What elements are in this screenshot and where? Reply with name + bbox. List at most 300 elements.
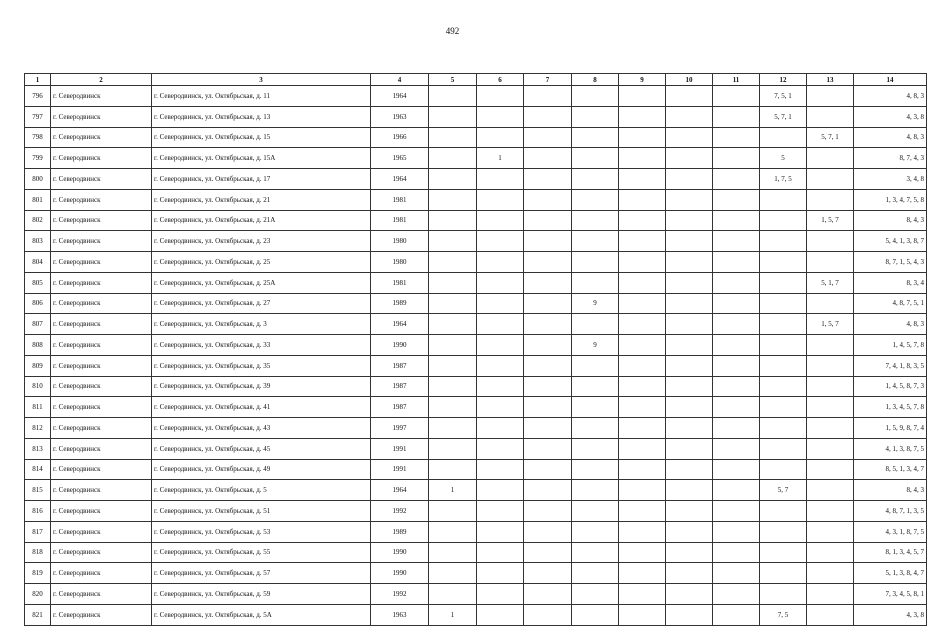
table-row bbox=[25, 314, 927, 335]
year-cell: 1981 bbox=[371, 272, 429, 293]
col11-cell bbox=[713, 106, 760, 127]
col12-cell bbox=[760, 272, 807, 293]
row-number: 818 bbox=[25, 542, 51, 563]
address-cell: г. Северодвинск, ул. Октябрьская, д. 59 bbox=[152, 584, 371, 605]
col10-cell bbox=[666, 418, 713, 439]
col6-cell bbox=[477, 293, 524, 314]
col12-cell: 5, 7, 1 bbox=[760, 106, 807, 127]
col13-cell bbox=[807, 584, 854, 605]
col8-cell bbox=[572, 355, 619, 376]
address-cell: г. Северодвинск, ул. Октябрьская, д. 25 bbox=[152, 252, 371, 273]
row-number: 796 bbox=[25, 86, 51, 107]
page-number: 492 bbox=[445, 26, 460, 36]
col10-cell bbox=[666, 542, 713, 563]
col13-cell bbox=[807, 480, 854, 501]
year-cell: 1990 bbox=[371, 542, 429, 563]
settlement-cell: г. Северодвинск bbox=[51, 106, 152, 127]
col7-cell bbox=[524, 563, 572, 584]
col14-cell: 4, 3, 1, 8, 7, 5 bbox=[854, 521, 927, 542]
col9-cell bbox=[619, 335, 666, 356]
col9-cell bbox=[619, 314, 666, 335]
col7-cell bbox=[524, 169, 572, 190]
col6-cell bbox=[477, 189, 524, 210]
col6-cell: 1 bbox=[477, 148, 524, 169]
col14-cell: 8, 5, 1, 3, 4, 7 bbox=[854, 459, 927, 480]
col8-cell bbox=[572, 376, 619, 397]
col10-cell bbox=[666, 480, 713, 501]
table-row bbox=[25, 293, 927, 314]
col9-cell bbox=[619, 521, 666, 542]
col6-cell bbox=[477, 314, 524, 335]
col10-cell bbox=[666, 272, 713, 293]
col11-cell bbox=[713, 355, 760, 376]
table-row bbox=[25, 459, 927, 480]
col6-cell bbox=[477, 210, 524, 231]
col8-cell bbox=[572, 459, 619, 480]
col11-cell bbox=[713, 314, 760, 335]
col8-cell bbox=[572, 86, 619, 107]
col13-cell bbox=[807, 563, 854, 584]
address-cell: г. Северодвинск, ул. Октябрьская, д. 57 bbox=[152, 563, 371, 584]
year-cell: 1992 bbox=[371, 584, 429, 605]
col10-cell bbox=[666, 376, 713, 397]
register-table bbox=[24, 73, 927, 626]
col5-cell bbox=[429, 501, 477, 522]
col8-cell bbox=[572, 106, 619, 127]
table-row bbox=[25, 335, 927, 356]
col5-cell bbox=[429, 355, 477, 376]
col5-cell bbox=[429, 542, 477, 563]
col9-cell bbox=[619, 106, 666, 127]
col10-cell bbox=[666, 355, 713, 376]
col6-cell bbox=[477, 438, 524, 459]
address-cell: г. Северодвинск, ул. Октябрьская, д. 15А bbox=[152, 148, 371, 169]
col14-cell: 1, 3, 4, 7, 5, 8 bbox=[854, 189, 927, 210]
column-header-10: 10 bbox=[666, 74, 713, 86]
column-header-8: 8 bbox=[572, 74, 619, 86]
col13-cell bbox=[807, 501, 854, 522]
column-header-2: 2 bbox=[51, 74, 152, 86]
column-header-3: 3 bbox=[152, 74, 371, 86]
col13-cell bbox=[807, 459, 854, 480]
table-row bbox=[25, 106, 927, 127]
col9-cell bbox=[619, 584, 666, 605]
col11-cell bbox=[713, 169, 760, 190]
col5-cell bbox=[429, 314, 477, 335]
col10-cell bbox=[666, 501, 713, 522]
col9-cell bbox=[619, 189, 666, 210]
col7-cell bbox=[524, 148, 572, 169]
table-row bbox=[25, 521, 927, 542]
settlement-cell: г. Северодвинск bbox=[51, 210, 152, 231]
col11-cell bbox=[713, 438, 760, 459]
col9-cell bbox=[619, 418, 666, 439]
col12-cell: 1, 7, 5 bbox=[760, 169, 807, 190]
col13-cell bbox=[807, 189, 854, 210]
table-row bbox=[25, 480, 927, 501]
col7-cell bbox=[524, 542, 572, 563]
col8-cell bbox=[572, 397, 619, 418]
col14-cell: 8, 4, 3 bbox=[854, 480, 927, 501]
col14-cell: 8, 7, 1, 5, 4, 3 bbox=[854, 252, 927, 273]
col13-cell bbox=[807, 106, 854, 127]
table-row bbox=[25, 563, 927, 584]
col13-cell bbox=[807, 252, 854, 273]
col9-cell bbox=[619, 459, 666, 480]
col9-cell bbox=[619, 148, 666, 169]
address-cell: г. Северодвинск, ул. Октябрьская, д. 55 bbox=[152, 542, 371, 563]
col10-cell bbox=[666, 314, 713, 335]
col7-cell bbox=[524, 335, 572, 356]
col8-cell bbox=[572, 604, 619, 625]
col8-cell bbox=[572, 438, 619, 459]
col12-cell bbox=[760, 293, 807, 314]
col14-cell: 4, 8, 3 bbox=[854, 86, 927, 107]
col8-cell bbox=[572, 521, 619, 542]
col11-cell bbox=[713, 189, 760, 210]
col6-cell bbox=[477, 459, 524, 480]
col6-cell bbox=[477, 542, 524, 563]
settlement-cell: г. Северодвинск bbox=[51, 438, 152, 459]
column-header-4: 4 bbox=[371, 74, 429, 86]
col7-cell bbox=[524, 459, 572, 480]
col11-cell bbox=[713, 542, 760, 563]
row-number: 807 bbox=[25, 314, 51, 335]
col12-cell bbox=[760, 335, 807, 356]
address-cell: г. Северодвинск, ул. Октябрьская, д. 33 bbox=[152, 335, 371, 356]
address-cell: г. Северодвинск, ул. Октябрьская, д. 5 bbox=[152, 480, 371, 501]
col5-cell bbox=[429, 584, 477, 605]
col7-cell bbox=[524, 210, 572, 231]
col9-cell bbox=[619, 501, 666, 522]
year-cell: 1964 bbox=[371, 480, 429, 501]
row-number: 800 bbox=[25, 169, 51, 190]
col13-cell bbox=[807, 335, 854, 356]
col13-cell bbox=[807, 604, 854, 625]
col7-cell bbox=[524, 584, 572, 605]
table-row bbox=[25, 148, 927, 169]
col11-cell bbox=[713, 231, 760, 252]
col7-cell bbox=[524, 189, 572, 210]
row-number: 808 bbox=[25, 335, 51, 356]
col14-cell: 1, 3, 4, 5, 7, 8 bbox=[854, 397, 927, 418]
table-row bbox=[25, 272, 927, 293]
column-header-14: 14 bbox=[854, 74, 927, 86]
settlement-cell: г. Северодвинск bbox=[51, 314, 152, 335]
col11-cell bbox=[713, 127, 760, 148]
col7-cell bbox=[524, 521, 572, 542]
col9-cell bbox=[619, 376, 666, 397]
table-row bbox=[25, 501, 927, 522]
year-cell: 1964 bbox=[371, 86, 429, 107]
table-row bbox=[25, 397, 927, 418]
settlement-cell: г. Северодвинск bbox=[51, 355, 152, 376]
col5-cell bbox=[429, 127, 477, 148]
row-number: 809 bbox=[25, 355, 51, 376]
table-row bbox=[25, 189, 927, 210]
col12-cell bbox=[760, 438, 807, 459]
col6-cell bbox=[477, 521, 524, 542]
address-cell: г. Северодвинск, ул. Октябрьская, д. 15 bbox=[152, 127, 371, 148]
row-number: 820 bbox=[25, 584, 51, 605]
col7-cell bbox=[524, 397, 572, 418]
col7-cell bbox=[524, 314, 572, 335]
settlement-cell: г. Северодвинск bbox=[51, 542, 152, 563]
year-cell: 1965 bbox=[371, 148, 429, 169]
col9-cell bbox=[619, 542, 666, 563]
col10-cell bbox=[666, 397, 713, 418]
col5-cell bbox=[429, 148, 477, 169]
row-number: 814 bbox=[25, 459, 51, 480]
col8-cell bbox=[572, 480, 619, 501]
col11-cell bbox=[713, 521, 760, 542]
year-cell: 1989 bbox=[371, 521, 429, 542]
col8-cell bbox=[572, 169, 619, 190]
year-cell: 1963 bbox=[371, 106, 429, 127]
col5-cell bbox=[429, 563, 477, 584]
col12-cell bbox=[760, 521, 807, 542]
col12-cell bbox=[760, 376, 807, 397]
col9-cell bbox=[619, 210, 666, 231]
settlement-cell: г. Северодвинск bbox=[51, 480, 152, 501]
row-number: 816 bbox=[25, 501, 51, 522]
col14-cell: 4, 3, 8 bbox=[854, 106, 927, 127]
column-header-11: 11 bbox=[713, 74, 760, 86]
col11-cell bbox=[713, 210, 760, 231]
col13-cell: 1, 5, 7 bbox=[807, 210, 854, 231]
col5-cell bbox=[429, 272, 477, 293]
col7-cell bbox=[524, 501, 572, 522]
column-header-7: 7 bbox=[524, 74, 572, 86]
col10-cell bbox=[666, 86, 713, 107]
row-number: 817 bbox=[25, 521, 51, 542]
year-cell: 1981 bbox=[371, 210, 429, 231]
settlement-cell: г. Северодвинск bbox=[51, 418, 152, 439]
table-row bbox=[25, 542, 927, 563]
row-number: 806 bbox=[25, 293, 51, 314]
settlement-cell: г. Северодвинск bbox=[51, 189, 152, 210]
col11-cell bbox=[713, 293, 760, 314]
col14-cell: 8, 4, 3 bbox=[854, 210, 927, 231]
year-cell: 1989 bbox=[371, 293, 429, 314]
column-header-5: 5 bbox=[429, 74, 477, 86]
table-row bbox=[25, 231, 927, 252]
year-cell: 1990 bbox=[371, 563, 429, 584]
address-cell: г. Северодвинск, ул. Октябрьская, д. 25А bbox=[152, 272, 371, 293]
col9-cell bbox=[619, 355, 666, 376]
year-cell: 1987 bbox=[371, 376, 429, 397]
year-cell: 1991 bbox=[371, 459, 429, 480]
col5-cell bbox=[429, 210, 477, 231]
col5-cell bbox=[429, 106, 477, 127]
col6-cell bbox=[477, 376, 524, 397]
col8-cell bbox=[572, 252, 619, 273]
settlement-cell: г. Северодвинск bbox=[51, 231, 152, 252]
address-cell: г. Северодвинск, ул. Октябрьская, д. 11 bbox=[152, 86, 371, 107]
row-number: 813 bbox=[25, 438, 51, 459]
col7-cell bbox=[524, 293, 572, 314]
year-cell: 1991 bbox=[371, 438, 429, 459]
column-header-6: 6 bbox=[477, 74, 524, 86]
settlement-cell: г. Северодвинск bbox=[51, 604, 152, 625]
col7-cell bbox=[524, 604, 572, 625]
col14-cell: 8, 1, 3, 4, 5, 7 bbox=[854, 542, 927, 563]
settlement-cell: г. Северодвинск bbox=[51, 335, 152, 356]
year-cell: 1966 bbox=[371, 127, 429, 148]
col11-cell bbox=[713, 397, 760, 418]
col14-cell: 1, 4, 5, 8, 7, 3 bbox=[854, 376, 927, 397]
table-row bbox=[25, 376, 927, 397]
row-number: 821 bbox=[25, 604, 51, 625]
year-cell: 1981 bbox=[371, 189, 429, 210]
col10-cell bbox=[666, 521, 713, 542]
address-cell: г. Северодвинск, ул. Октябрьская, д. 43 bbox=[152, 418, 371, 439]
col7-cell bbox=[524, 127, 572, 148]
year-cell: 1987 bbox=[371, 397, 429, 418]
col13-cell bbox=[807, 355, 854, 376]
year-cell: 1987 bbox=[371, 355, 429, 376]
col10-cell bbox=[666, 148, 713, 169]
year-cell: 1992 bbox=[371, 501, 429, 522]
col6-cell bbox=[477, 252, 524, 273]
col12-cell bbox=[760, 397, 807, 418]
table-row bbox=[25, 252, 927, 273]
col12-cell bbox=[760, 314, 807, 335]
settlement-cell: г. Северодвинск bbox=[51, 563, 152, 584]
col7-cell bbox=[524, 355, 572, 376]
settlement-cell: г. Северодвинск bbox=[51, 252, 152, 273]
col12-cell: 7, 5, 1 bbox=[760, 86, 807, 107]
row-number: 799 bbox=[25, 148, 51, 169]
col9-cell bbox=[619, 252, 666, 273]
col13-cell bbox=[807, 438, 854, 459]
col12-cell: 5, 7 bbox=[760, 480, 807, 501]
col5-cell bbox=[429, 459, 477, 480]
settlement-cell: г. Северодвинск bbox=[51, 86, 152, 107]
col5-cell bbox=[429, 335, 477, 356]
col10-cell bbox=[666, 604, 713, 625]
col10-cell bbox=[666, 293, 713, 314]
column-header-1: 1 bbox=[25, 74, 51, 86]
col5-cell bbox=[429, 189, 477, 210]
col12-cell bbox=[760, 418, 807, 439]
col9-cell bbox=[619, 397, 666, 418]
col10-cell bbox=[666, 189, 713, 210]
year-cell: 1964 bbox=[371, 169, 429, 190]
col13-cell: 1, 5, 7 bbox=[807, 314, 854, 335]
col11-cell bbox=[713, 459, 760, 480]
col12-cell bbox=[760, 252, 807, 273]
col7-cell bbox=[524, 231, 572, 252]
col14-cell: 7, 3, 4, 5, 8, 1 bbox=[854, 584, 927, 605]
column-header-12: 12 bbox=[760, 74, 807, 86]
col13-cell bbox=[807, 542, 854, 563]
col9-cell bbox=[619, 86, 666, 107]
address-cell: г. Северодвинск, ул. Октябрьская, д. 17 bbox=[152, 169, 371, 190]
col6-cell bbox=[477, 397, 524, 418]
col14-cell: 4, 8, 7, 1, 3, 5 bbox=[854, 501, 927, 522]
col5-cell bbox=[429, 252, 477, 273]
year-cell: 1980 bbox=[371, 231, 429, 252]
col5-cell bbox=[429, 293, 477, 314]
address-cell: г. Северодвинск, ул. Октябрьская, д. 21 bbox=[152, 189, 371, 210]
col8-cell bbox=[572, 231, 619, 252]
settlement-cell: г. Северодвинск bbox=[51, 169, 152, 190]
col14-cell: 5, 4, 1, 3, 8, 7 bbox=[854, 231, 927, 252]
settlement-cell: г. Северодвинск bbox=[51, 148, 152, 169]
col14-cell: 4, 3, 8 bbox=[854, 604, 927, 625]
col12-cell bbox=[760, 210, 807, 231]
col8-cell bbox=[572, 418, 619, 439]
col14-cell: 4, 1, 3, 8, 7, 5 bbox=[854, 438, 927, 459]
col12-cell bbox=[760, 355, 807, 376]
col6-cell bbox=[477, 106, 524, 127]
col14-cell: 4, 8, 3 bbox=[854, 314, 927, 335]
col5-cell bbox=[429, 438, 477, 459]
col11-cell bbox=[713, 604, 760, 625]
year-cell: 1964 bbox=[371, 314, 429, 335]
col10-cell bbox=[666, 127, 713, 148]
col14-cell: 4, 8, 7, 5, 1 bbox=[854, 293, 927, 314]
col7-cell bbox=[524, 438, 572, 459]
col10-cell bbox=[666, 335, 713, 356]
col14-cell: 1, 5, 9, 8, 7, 4 bbox=[854, 418, 927, 439]
col12-cell bbox=[760, 189, 807, 210]
col8-cell bbox=[572, 189, 619, 210]
header-row bbox=[25, 74, 927, 86]
col9-cell bbox=[619, 293, 666, 314]
col8-cell bbox=[572, 127, 619, 148]
col10-cell bbox=[666, 252, 713, 273]
col14-cell: 5, 1, 3, 8, 4, 7 bbox=[854, 563, 927, 584]
col6-cell bbox=[477, 418, 524, 439]
col9-cell bbox=[619, 438, 666, 459]
col12-cell: 7, 5 bbox=[760, 604, 807, 625]
col11-cell bbox=[713, 480, 760, 501]
col13-cell bbox=[807, 418, 854, 439]
address-cell: г. Северодвинск, ул. Октябрьская, д. 53 bbox=[152, 521, 371, 542]
col11-cell bbox=[713, 272, 760, 293]
column-header-13: 13 bbox=[807, 74, 854, 86]
col11-cell bbox=[713, 563, 760, 584]
col13-cell: 5, 1, 7 bbox=[807, 272, 854, 293]
col8-cell bbox=[572, 501, 619, 522]
col12-cell bbox=[760, 584, 807, 605]
col7-cell bbox=[524, 480, 572, 501]
col7-cell bbox=[524, 376, 572, 397]
col6-cell bbox=[477, 335, 524, 356]
col9-cell bbox=[619, 272, 666, 293]
col6-cell bbox=[477, 355, 524, 376]
col13-cell bbox=[807, 376, 854, 397]
row-number: 819 bbox=[25, 563, 51, 584]
year-cell: 1980 bbox=[371, 252, 429, 273]
settlement-cell: г. Северодвинск bbox=[51, 459, 152, 480]
row-number: 798 bbox=[25, 127, 51, 148]
table-body bbox=[25, 86, 927, 626]
col14-cell: 7, 4, 1, 8, 3, 5 bbox=[854, 355, 927, 376]
col5-cell bbox=[429, 521, 477, 542]
row-number: 802 bbox=[25, 210, 51, 231]
table-row bbox=[25, 438, 927, 459]
settlement-cell: г. Северодвинск bbox=[51, 521, 152, 542]
table-row bbox=[25, 210, 927, 231]
row-number: 803 bbox=[25, 231, 51, 252]
col8-cell bbox=[572, 584, 619, 605]
col11-cell bbox=[713, 418, 760, 439]
col8-cell bbox=[572, 563, 619, 584]
col5-cell: 1 bbox=[429, 604, 477, 625]
